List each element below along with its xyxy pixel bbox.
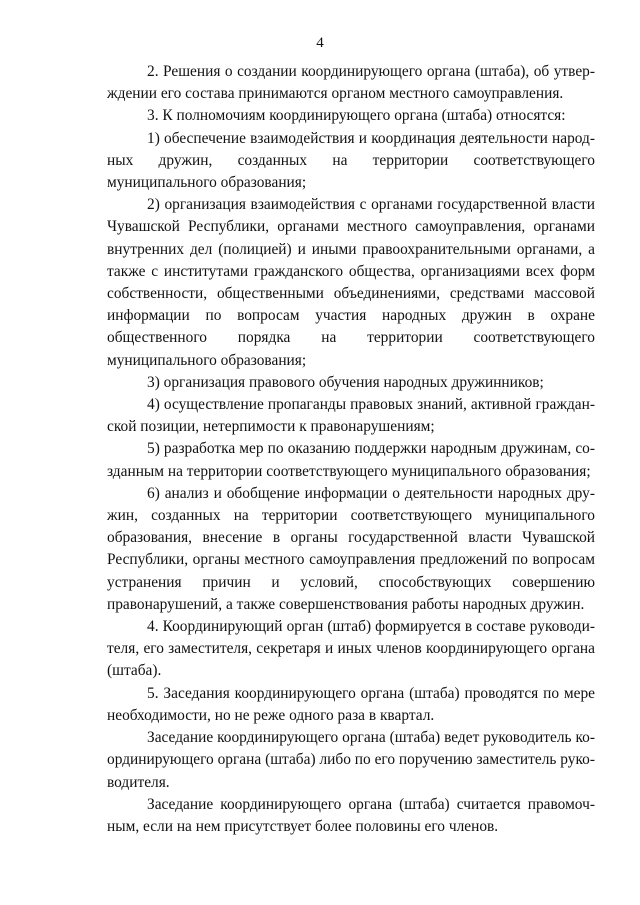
paragraph-meeting-frequency: 5. Заседания координирующего органа (штаба) проводятся по мере необходимости, но не реже одного раза в квартал. xyxy=(107,684,595,724)
paragraph-meeting-chair: Заседание координирующего органа (штаба) ведет руководитель координирующего органа (штаба) либо по его поручению заместитель руководителя. xyxy=(107,729,595,791)
paragraph-power-1: 1) обеспечение взаимодействия и координация деятельности народных дружин, созданных на территории соответствующего муниципального образования; xyxy=(107,129,595,192)
paragraph-power-3: 3) организация правового обучения народных дружинников; xyxy=(147,373,544,391)
paragraph-power-5: 5) разработка мер по оказанию поддержки народным дружинам, созданным на территории соответствующего муниципального образования; xyxy=(107,440,595,480)
paragraph-power-6: 6) анализ и обобщение информации о деятельности народных дружин, созданных на территории соответствующего муниципального образования, внесение в органы государственной власти Чувашской Республики, органы местного самоуправления предложений по вопросам устранения причин и условий, способствующих совершению правонарушений, а также совершенствования работы народных дружин. xyxy=(107,484,595,613)
paragraph-powers-heading: 3. К полномочиям координирующего органа (штаба) относятся: xyxy=(147,107,566,125)
document-body xyxy=(107,61,595,838)
paragraph-staff-composition: 4. Координирующий орган (штаб) формируется в составе руководителя, его заместителя, секретаря и иных членов координирующего органа (штаба). xyxy=(107,618,595,680)
page-number: 4 xyxy=(316,35,324,51)
paragraph-staff-decision: 2. Решения о создании координирующего органа (штаба), об утверждении его состава принимаются органом местного самоуправления. xyxy=(107,63,595,103)
paragraph-meeting-quorum: Заседание координирующего органа (штаба) считается правомочным, если на нем присутствует более половины его членов. xyxy=(107,795,595,835)
paragraph-power-4: 4) осуществление пропаганды правовых знаний, активной гражданской позиции, нетерпимости к правонарушениям; xyxy=(107,396,595,436)
paragraph-power-2: 2) организация взаимодействия с органами государственной власти Чувашской Республики, органами местного самоуправления, органами внутренних дел (полицией) и иными правоохранительными органами, а также с институтами гражданского общества, организациями всех форм собственности, общественными объединениями, средствами массовой информации по вопросам участия народных дружин в охране общественного порядка на территории соответствующего муниципального образования; xyxy=(107,196,595,369)
